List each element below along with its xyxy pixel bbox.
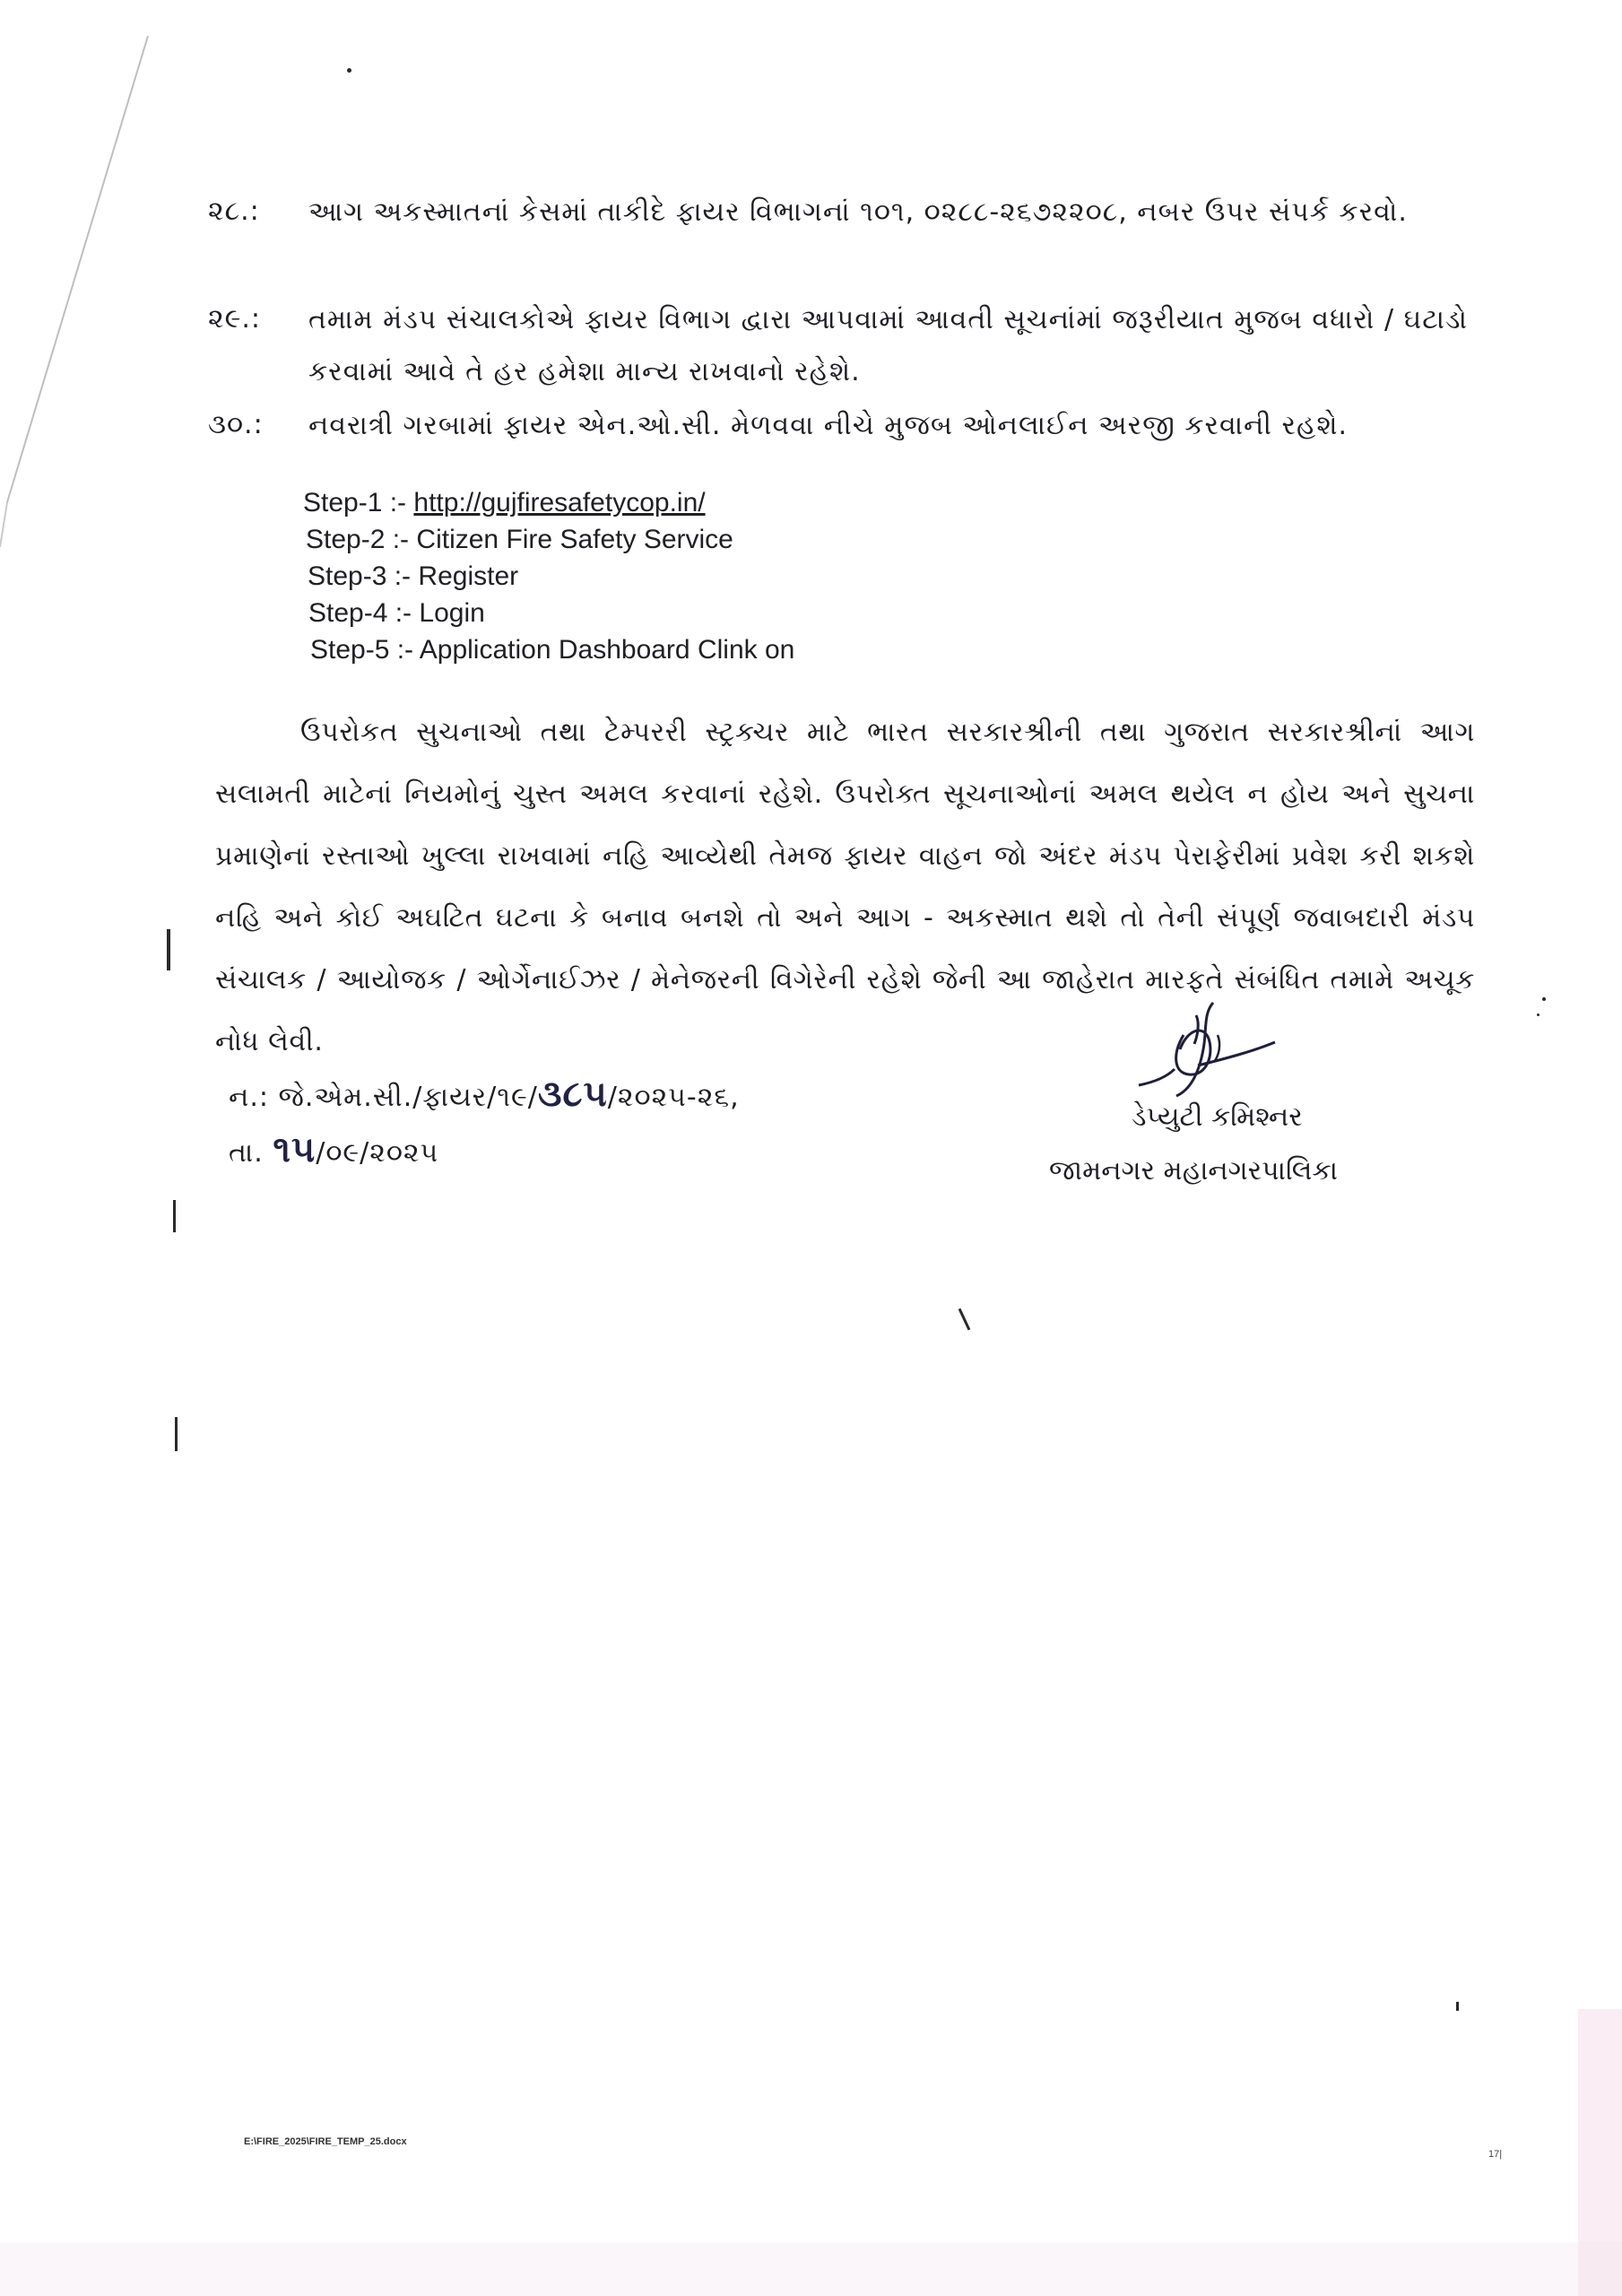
step-value: Login: [419, 598, 485, 628]
handwritten-number: ૩૮૫: [537, 1073, 608, 1115]
scan-speck: [347, 68, 351, 73]
online-application-steps: [303, 484, 794, 668]
step-value: Application Dashboard Clink on: [419, 635, 795, 665]
step-label: Step-4 :-: [308, 598, 412, 628]
item-number: ૨૮.:: [208, 196, 260, 227]
item-text: નવરાત્રી ગરબામાં ફાયર એન.ઓ.સી. મેળવવા નીચે મુજબ ઓનલાઈન અરજી કરવાની રહશે.: [308, 410, 1349, 441]
item-text: તમામ મંડપ સંચાલકોએ ફાયર વિભાગ દ્વારા આપવામાં આવતી સૂચનાંમાં જરૂરીયાત મુજબ વધારો / ઘટાડો કરવામાં આવે તે હર હમેશા માન્ય રાખવાનો રહેશે.: [308, 304, 1468, 387]
signatory-title: ડેપ્યુટી કમિશ્નર: [1132, 1101, 1303, 1133]
step-value: Citizen Fire Safety Service: [416, 525, 733, 554]
item-number: ૨૯.:: [208, 303, 262, 335]
scan-mark: [958, 1309, 971, 1331]
step-label: Step-1 :-: [303, 488, 407, 517]
date-suffix: /૦૯/૨૦૨૫: [316, 1137, 439, 1169]
fire-safety-portal-link[interactable]: http://gujfiresafetycop.in/: [413, 488, 706, 517]
step-2: [303, 521, 794, 558]
date-prefix: તા.: [229, 1137, 264, 1169]
scan-mark: [173, 1200, 176, 1232]
scan-speck: [1542, 997, 1546, 1001]
item-text: આગ અકસ્માતનાં કેસમાં તાકીદે ફાયર વિભાગનાં ૧૦૧, ૦૨૮૮-૨૬૭૨૨૦૮, નબર ઉપર સંપર્ક કરવો.: [308, 196, 1408, 228]
step-5: [303, 631, 794, 668]
signatory-organization: જામનગર મહાનગરપાલિકા: [1049, 1155, 1338, 1187]
reference-date: [229, 1128, 438, 1170]
reference-number: [229, 1073, 740, 1115]
scan-mark: [167, 929, 170, 970]
step-3: [303, 558, 794, 595]
step-1: [303, 484, 794, 521]
scan-mark: [175, 1417, 178, 1451]
signature-scribble: [1121, 996, 1282, 1108]
item-number: ૩૦.:: [208, 409, 264, 440]
footer-page-mark: 17|: [1488, 2149, 1503, 2160]
scan-speck: [1456, 2002, 1459, 2011]
step-label: Step-2 :-: [306, 525, 410, 554]
scan-speck: [1537, 1013, 1540, 1016]
reference-prefix: ન.: જે.એમ.સી./ફાયર/૧૯/: [229, 1082, 538, 1113]
step-label: Step-3 :-: [308, 561, 412, 591]
reference-suffix: /૨૦૨૫-૨૬,: [607, 1082, 740, 1113]
step-label: Step-5 :-: [310, 635, 414, 665]
responsibility-paragraph: ઉપરોકત સુચનાઓ તથા ટેમ્પરરી સ્ટ્રક્ચર માટે ભારત સરકારશ્રીની તથા ગુજરાત સરકારશ્રીનાં આગ સલામતી માટેનાં નિયમોનું ચુસ્ત અમલ કરવાનાં રહેશે. ઉપરોક્ત સૂચનાઓનાં અમલ થયેલ ન હોય અને સુચના પ્રમાણેનાં રસ્તાઓ ખુલ્લા રાખવામાં નહિ આવ્યેથી તેમજ ફાયર વાહન જો અંદર મંડપ પેરાફેરીમાં પ્રવેશ કરી શકશે નહિ અને કોઈ અઘટિત ઘટના કે બનાવ બનશે તો અને આગ - અકસ્માત થશે તો તેની સંપૂર્ણ જવાબદારી મંડપ સંચાલક / આયોજક / ઓર્ગેનાઈઝર / મેનેજરની વિગેરેની રહેશે જેની આ જાહેરાત મારફતે સંબંધિત તમામે અચૂક નોધ લેવી.: [215, 717, 1475, 1057]
step-value: Register: [418, 561, 519, 591]
step-4: [303, 595, 794, 631]
handwritten-day: ૧૫: [273, 1128, 317, 1170]
footer-file-path: E:\FIRE_2025\FIRE_TEMP_25.docx: [244, 2136, 407, 2147]
